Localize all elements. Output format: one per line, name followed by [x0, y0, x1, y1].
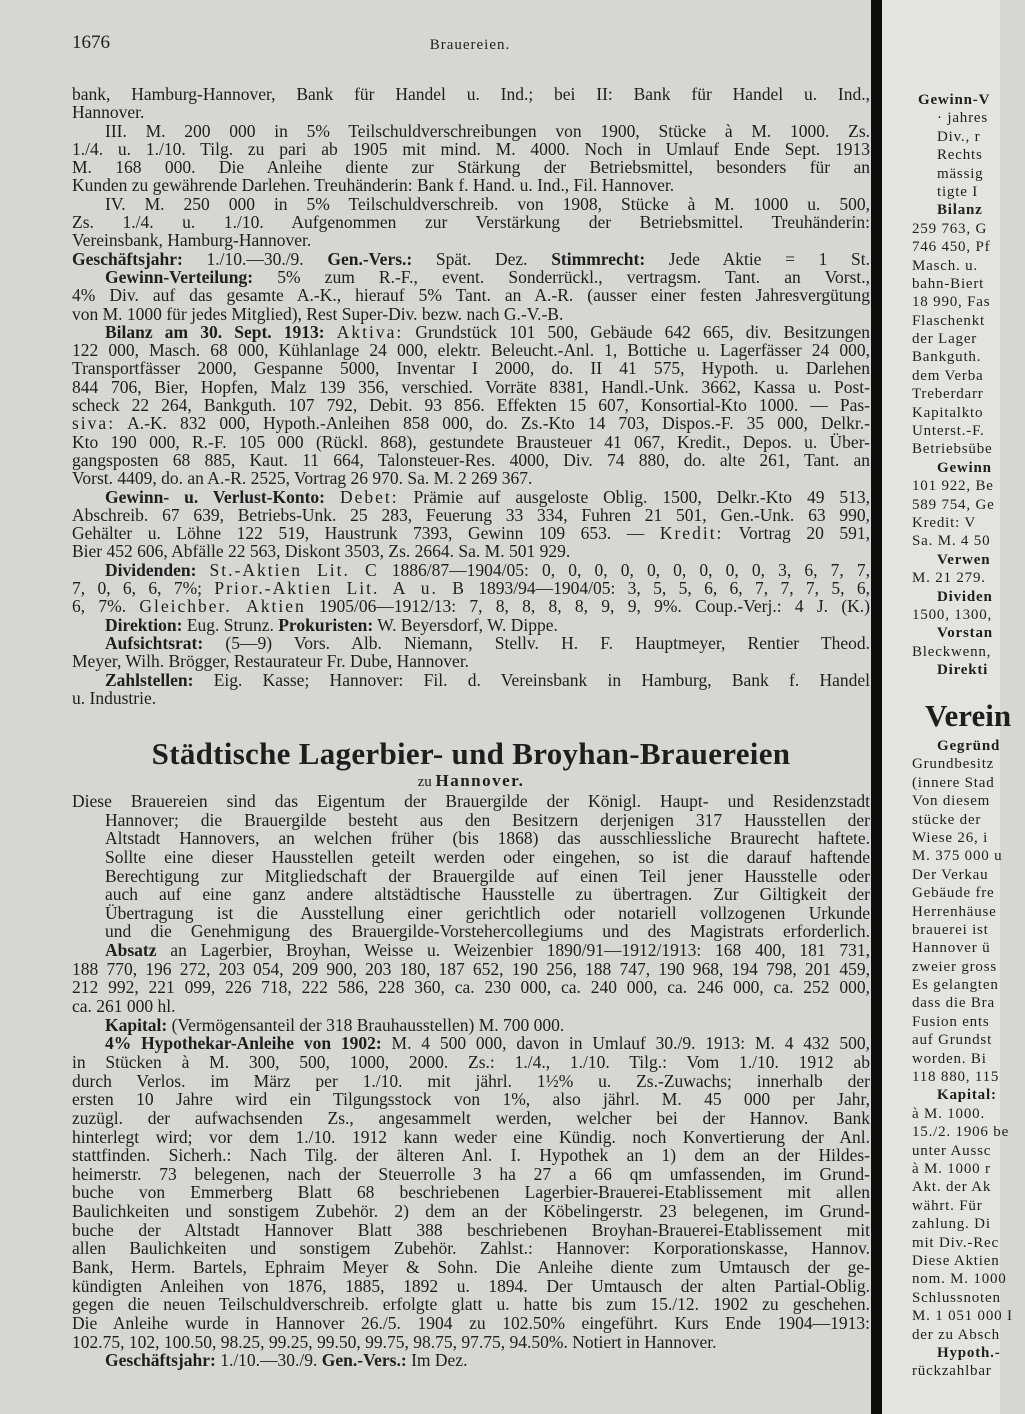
bold-label: Gewinn-V — [918, 92, 991, 108]
text-segment: Abschreib. 67 639, Betriebs-Unk. 25 283, Feuerung 33 334, Fuhren 21 501, Gen.-Unk. 63 990, — [72, 504, 870, 525]
paragraph — [72, 85, 870, 122]
text-segment: scheck 22 264, Bankguth. 107 792, Debit. 93 856. Effekten 15 607, Konsortial-Kto 1000. — Pas- — [72, 395, 870, 416]
section-company-entry — [72, 792, 870, 1370]
text-line: zweier gross — [912, 958, 997, 975]
paragraph — [72, 1034, 870, 1351]
text-segment: buche von Emmerberg Blatt 68 beschriebenen Lagerbier-Brauerei-Etablissement mit allen — [72, 1182, 870, 1203]
text-line — [72, 922, 870, 941]
text-segment: 6, 7%. — [72, 596, 140, 617]
text-line: bahn-Biert — [912, 275, 985, 292]
text-line — [72, 433, 870, 451]
spaced-term: Kredit: — [659, 523, 724, 544]
text-segment: 7, 0, 6, 6, 7%; — [72, 578, 215, 599]
text-line: mässig — [937, 165, 984, 182]
bold-label: Kapital: — [937, 1087, 997, 1104]
section-previous-company — [72, 85, 870, 707]
text-segment: 122 000, Masch. 68 000, Kühlanlage 24 000, elektr. Beleucht.-Anl. 1, Bottiche u. Lagerfässer 24 000, — [72, 340, 870, 361]
text-line — [72, 103, 870, 121]
right-column-top — [905, 91, 1025, 680]
text-segment: Grundstück 101 500, Gebäude 642 665, div. Besitzungen — [403, 321, 870, 342]
text-line — [72, 829, 870, 848]
text-line: dass die Bra — [912, 995, 995, 1012]
spaced-term: Debet: — [339, 486, 399, 507]
company-subtitle — [72, 771, 870, 791]
text-line: Rechts — [937, 147, 983, 164]
text-line — [72, 1053, 870, 1072]
text-segment: Kunden zu gewährende Darlehen. Treuhänderin: Bank f. Hand. u. Ind., Fil. Hannover. — [72, 175, 675, 196]
page-number: 1676 — [72, 32, 110, 53]
text-line — [72, 250, 870, 268]
paragraph — [72, 616, 870, 634]
text-segment: 1905/06—1912/13: 7, 8, 8, 8, 8, 9, 9, 9%. Coup.-Verj.: 4 J. (K.) — [305, 596, 870, 617]
text-segment: Vorst. 4409, do. an A.-R. 2525, Vortrag 26 970. Sa. M. 2 269 367. — [72, 468, 533, 489]
text-line: Treberdarr — [912, 386, 984, 403]
text-segment: III. M. 200 000 in 5% Teilschuldverschreibungen von 1900, Stücke à M. 1000. Zs. — [105, 120, 870, 141]
text-segment: Baulichkeiten und sonstigem Zubehör. 2) dem an der Köbelingerstr. 23 belegenen, im Grund- — [72, 1201, 870, 1222]
text-line — [72, 140, 870, 158]
bold-label: 4% Hypothekar-Anleihe von 1902: — [105, 1033, 382, 1054]
text-line: der Lager — [912, 331, 978, 348]
text-line — [72, 867, 870, 886]
text-line: M. 1 051 000 I — [912, 1308, 1013, 1325]
text-line: Div., r — [937, 128, 981, 145]
text-line — [72, 1090, 870, 1109]
bold-label: Gewinn-Verteilung: — [105, 266, 254, 287]
paragraph — [72, 250, 870, 268]
text-line — [72, 231, 870, 249]
text-line: 101 922, Be — [912, 478, 994, 495]
text-line: 589 754, Ge — [912, 496, 995, 513]
text-line: Es gelangten — [912, 977, 999, 994]
text-segment: M. 168 000. Die Anleihe diente zur Stärkung der Betriebsmittel, besonders für an — [72, 157, 870, 178]
text-line — [72, 579, 870, 597]
text-line — [72, 85, 870, 103]
text-segment: Meyer, Wilh. Brögger, Restaurateur Fr. Dube, Hannover. — [72, 651, 470, 672]
bold-label: Gewinn — [937, 459, 992, 476]
text-line — [72, 1351, 870, 1370]
text-line: Gebäude fre — [912, 885, 995, 902]
right-company-title: Verein — [925, 698, 1012, 733]
text-line: Hannover ü — [912, 940, 991, 957]
text-segment: Diese Brauereien sind das Eigentum der Brauergilde der Königl. Haupt- und Residenzstadt — [72, 791, 870, 811]
text-line — [72, 634, 870, 652]
spaced-term: Prior.-Aktien Lit. A u. B — [214, 578, 466, 599]
bold-label: Bilanz am 30. Sept. 1913: — [105, 321, 325, 342]
text-line — [72, 158, 870, 176]
bold-label: Prokuristen: — [278, 614, 374, 635]
text-line — [72, 195, 870, 213]
text-line: währt. Für — [912, 1197, 983, 1214]
text-segment: Gehälter u. Löhne 122 519, Haustrunk 7393, Gewinn 109 653. — — [72, 523, 660, 544]
text-line: zahlung. Di — [912, 1216, 991, 1233]
text-line: M. 21 279. — [912, 570, 986, 587]
text-segment: Hannover. — [72, 102, 145, 123]
text-segment: W. Beyersdorf, W. Dippe. — [373, 614, 558, 635]
text-line — [72, 997, 870, 1016]
text-line — [72, 542, 870, 560]
text-line: rückzahlbar — [912, 1363, 992, 1380]
company-title: Städtische Lagerbier- und Broyhan-Brauereien — [151, 736, 791, 771]
text-line — [72, 811, 870, 830]
text-segment: buche der Altstadt Hannover Blatt 388 beschriebenen Broyhan-Brauerei-Etablissement mit — [72, 1219, 870, 1240]
text-segment: IV. M. 250 000 in 5% Teilschuldverschreib. von 1908, Stücke à M. 1000 u. 500, — [105, 193, 870, 214]
text-line: tigte I — [937, 183, 979, 200]
paragraph — [72, 268, 870, 323]
text-line: Masch. u. — [912, 257, 978, 274]
bold-label: Gegründ — [937, 738, 1001, 754]
text-segment: (5—9) Vors. Alb. Niemann, Stellv. H. F. Hauptmeyer, Rentier Theod. — [203, 632, 870, 653]
text-line: à M. 1000 r — [912, 1160, 991, 1177]
bold-label: Geschäftsjahr: — [105, 1350, 216, 1371]
text-line — [72, 506, 870, 524]
text-line: M. 375 000 u — [912, 848, 1003, 865]
text-line — [72, 1314, 870, 1333]
text-segment: 844 706, Bier, Hopfen, Malz 139 356, verschied. Vorräte 8381, Handl.-Unk. 3662, Kassa u. Post- — [72, 376, 870, 397]
bold-label: Hypoth.- — [937, 1344, 1001, 1361]
bold-label: Direktion: — [105, 614, 183, 635]
text-segment: 188 770, 196 272, 203 054, 209 900, 203 180, 187 652, 190 256, 188 747, 190 968, 194 798, 201 459, — [72, 958, 870, 979]
text-segment: Die Anleihe wurde in Hannover 26./5. 1904 zu 102.50% eingeführt. Kurs Ende 1904—1913: — [72, 1312, 870, 1333]
text-line — [72, 885, 870, 904]
text-line: mit Div.-Rec — [912, 1234, 999, 1251]
text-line — [72, 213, 870, 231]
text-segment: durch Verlos. im März per 1./10. mit jährl. 1½% u. Zs.-Zuwachs; innerhalb der — [72, 1070, 870, 1091]
text-line — [72, 176, 870, 194]
text-line: Von diesem — [912, 793, 991, 810]
text-line: Bleckwenn, — [912, 643, 992, 660]
text-line — [72, 378, 870, 396]
text-line: nom. M. 1000 — [912, 1271, 1007, 1288]
text-segment: A.-K. 832 000, Hypoth.-Anleihen 858 000, do. Zs.-Kto 14 703, Dispos.-F. 35 000, Delkr.- — [115, 413, 870, 434]
text-segment: bank, Hamburg-Hannover, Bank für Handel u. Ind.; bei II: Bank für Handel u. Ind., — [72, 84, 870, 104]
text-segment: 1./4. u. 1./10. Tilg. zu pari ab 1905 mit mind. M. 4000. Noch in Umlauf Ende Sept. 1913 — [72, 138, 870, 159]
text-line — [72, 524, 870, 542]
text-segment: ersten 10 Jahre wird ein Tilgungsstock von 1%, also jährl. M. 45 000 per Jahr, — [72, 1089, 870, 1110]
text-line: Sa. M. 4 50 — [912, 533, 991, 550]
spaced-term: Aktiva: — [336, 321, 404, 342]
text-line — [72, 286, 870, 304]
text-segment: Eug. Strunz. — [182, 614, 279, 635]
text-segment: (Vermögensanteil der 318 Brauhausstellen) M. 700 000. — [167, 1014, 565, 1035]
text-line: 118 880, 115 — [912, 1069, 1000, 1086]
text-segment: ca. 261 000 hl. — [72, 996, 176, 1017]
text-segment: Jede Aktie = 1 St. — [645, 248, 870, 269]
text-segment: hinterlegt wird; vor dem 1./10. 1912 kann weder eine Kündig. noch Konvertierung der Anl. — [72, 1126, 870, 1147]
bold-label: Verwen — [937, 551, 991, 568]
text-segment: in Stücken à M. 300, 500, 1000, 2000. Zs.: 1./4., 1./10. Tilg.: Vom 1./10. 1912 ab — [72, 1051, 870, 1072]
text-line: Diese Aktien — [912, 1252, 1000, 1269]
text-segment: von M. 1000 für jedes Mitglied), Rest Super-Div. bezw. nach G.-V.-B. — [72, 303, 564, 324]
running-title: Brauereien. — [429, 37, 511, 53]
text-segment: M. 4 500 000, davon in Umlauf 30./9. 1913: M. 4 432 500, — [381, 1033, 870, 1054]
bold-label: Dividenden: — [105, 559, 197, 580]
bold-label: Zahlstellen: — [105, 669, 194, 690]
text-line — [72, 323, 870, 341]
text-segment: 1./10.—30./9. — [182, 248, 328, 269]
text-segment — [325, 487, 340, 507]
text-line: stücke der — [912, 811, 982, 828]
text-segment: Spät. Dez. — [412, 248, 552, 269]
text-line: Der Verkau — [912, 866, 989, 883]
text-line: (innere Stad — [912, 774, 995, 791]
text-segment: Bier 452 606, Abfälle 22 563, Diskont 3503, Zs. 2664. Sa. M. 501 929. — [72, 541, 571, 562]
text-segment: gangsposten 68 885, Kaut. 11 664, Talonsteuer-Res. 4000, Div. 74 880, do. alte 261, Tant. an — [72, 449, 870, 470]
paragraph — [72, 792, 870, 941]
text-line — [72, 488, 870, 506]
text-line: Grundbesitz — [912, 756, 995, 773]
subtitle-prefix: zu — [417, 774, 432, 790]
text-segment: Berechtigung zur Mitgliedschaft der Brauergilde auf einen Teil jener Hausstelle oder — [105, 865, 870, 886]
book-gutter-shadow — [871, 0, 882, 1414]
bold-label: Gen.-Vers.: — [327, 248, 413, 269]
spaced-term: Gleichber. Aktien — [139, 596, 306, 617]
text-segment: und die Genehmigung des Brauergilde-Vorstehercollegiums und des Magistrats erforderlich. — [105, 921, 870, 942]
text-line: worden. Bi — [912, 1050, 987, 1067]
text-line — [72, 616, 870, 634]
text-line: Herrenhäuse — [912, 903, 997, 920]
bold-label: Kapital: — [105, 1014, 168, 1035]
text-segment: Sollte eine dieser Hausstellen geteilt werden oder eingehen, so ist die darauf haftende — [105, 846, 870, 867]
text-line — [72, 904, 870, 923]
text-segment: kündigten Anleihen von 1876, 1885, 1892 u. 1894. Der Umtausch der alten Partial-Oblig. — [72, 1275, 870, 1296]
bold-label: Geschäftsjahr: — [72, 248, 183, 269]
text-line — [72, 1333, 870, 1352]
text-line — [72, 341, 870, 359]
text-line — [72, 1183, 870, 1202]
text-line — [72, 848, 870, 867]
text-line — [72, 1109, 870, 1128]
text-line: Fusion ents — [912, 1013, 990, 1030]
text-segment: allen Baulichkeiten und sonstigem Zubehör. Zahlst.: Hannover: Korporationskasse, Hannov. — [72, 1238, 870, 1259]
paragraph — [72, 323, 870, 488]
text-line: 18 990, Fas — [912, 294, 991, 311]
subtitle-city: Hannover. — [435, 771, 525, 790]
text-line — [72, 1128, 870, 1147]
text-segment: 4% Div. auf das gesamte A.-K., hierauf 5% Tant. an A.-R. (ausser einer festen Jahresvergütung — [72, 285, 870, 306]
text-line — [72, 396, 870, 414]
text-segment: Zs. 1./4. u. 1./10. Aufgenommen zur Verstärkung der Betriebsmittel. Treuhänderin: — [72, 212, 870, 233]
text-segment: 102.75, 102, 100.50, 98.25, 99.25, 99.50, 99.75, 98.75, 97.75, 94.50%. Notiert in Hannover. — [72, 1331, 717, 1352]
text-segment: auch auf eine ganz andere altstädtische Hausstelle zu übertragen. Zur Giltigkeit der — [105, 884, 870, 905]
bold-label: Gewinn- u. Verlust-Konto: — [105, 486, 325, 507]
paragraph — [72, 1016, 870, 1035]
text-line: à M. 1000. — [912, 1105, 985, 1122]
text-line: Akt. der Ak — [912, 1179, 992, 1196]
text-line — [72, 792, 870, 811]
text-line — [72, 1221, 870, 1240]
text-line: dem Verba — [912, 367, 984, 384]
text-line — [72, 305, 870, 323]
bold-label: Gen.-Vers.: — [321, 1350, 407, 1371]
text-line: 746 450, Pf — [912, 239, 991, 256]
text-line — [72, 1202, 870, 1221]
text-segment: heimerstr. 73 belegenen, nach der Steuerrolle 3 ha 27 a 66 qm umfassenden, im Grund- — [72, 1163, 870, 1184]
text-line: Wiese 26, i — [912, 829, 989, 846]
text-segment — [196, 560, 209, 580]
text-line: 1500, 1300, — [912, 606, 993, 623]
text-segment: gegen die neuen Teilschuldverschreib. erfolgte glatt u. hatte bis zum 15./12. 1902 zu geschehen. — [72, 1294, 870, 1315]
text-segment: 1./10.—30./9. — [215, 1350, 322, 1371]
text-line: Kredit: V — [912, 514, 976, 531]
bold-label: Direkti — [937, 662, 989, 679]
text-segment: zuzügl. der aufwachsenden Zs., angesammelt werden, welcher bei der Hannov. Bank — [72, 1107, 870, 1128]
paragraph — [72, 634, 870, 671]
spaced-term: siva: — [72, 413, 116, 434]
text-segment: Transportfässer 2000, Gespanne 5000, Inventar I 2000, do. II 41 575, Hypoth. u. Darlehen — [72, 358, 870, 379]
text-line — [72, 1239, 870, 1258]
text-line — [72, 1258, 870, 1277]
text-line: brauerei ist — [912, 921, 989, 938]
right-column-bottom — [905, 737, 1025, 1381]
text-line: der zu Absch — [912, 1326, 1000, 1343]
text-segment: Hannover; die Brauergilde besteht aus den Besitzern derjenigen 317 Hausstellen der — [105, 809, 870, 830]
text-line — [72, 1295, 870, 1314]
text-line — [72, 1146, 870, 1165]
text-line — [72, 960, 870, 979]
text-line: 259 763, G — [912, 220, 988, 237]
paragraph — [72, 122, 870, 195]
text-segment: 5% zum R.-F., event. Sonderrückl., vertragsm. Tant. an Vorst., — [253, 266, 870, 287]
text-segment: Vortrag 20 591, — [723, 523, 870, 544]
bold-label: Vorstan — [937, 625, 993, 642]
text-line — [72, 671, 870, 689]
text-line — [72, 652, 870, 670]
text-line: auf Grundst — [912, 1032, 993, 1049]
text-segment: stattfinden. Sicherh.: Nach Tilg. der älteren Anl. I. Hypothek an 1) dem an der Hildes- — [72, 1145, 870, 1166]
text-line — [72, 1277, 870, 1296]
bold-label: Stimmrecht: — [551, 248, 646, 269]
text-line: 15./2. 1906 be — [912, 1124, 1010, 1141]
text-line — [72, 561, 870, 579]
text-line — [72, 268, 870, 286]
paragraph — [72, 671, 870, 708]
text-line — [72, 1165, 870, 1184]
text-line: Kapitalkto — [912, 404, 984, 421]
text-segment: Kto 190 000, R.-F. 105 000 (Rückl. 868), gestundete Brausteuer 41 067, Kredit., Depos. u. Über- — [72, 431, 870, 452]
text-segment: 212 992, 221 099, 226 718, 222 586, 228 360, ca. 230 000, ca. 240 000, ca. 246 000, ca. 252 000, — [72, 977, 870, 998]
paragraph — [72, 561, 870, 616]
bold-label: Aufsichtsrat: — [105, 632, 204, 653]
bold-label: Dividen — [937, 588, 993, 605]
text-segment: Vereinsbank, Hamburg-Hannover. — [72, 230, 312, 251]
text-line: Bankguth. — [912, 349, 982, 366]
bold-label: Absatz — [105, 940, 157, 961]
paragraph — [72, 195, 870, 250]
text-line — [72, 1072, 870, 1091]
text-line — [72, 469, 870, 487]
text-line: Betriebsübe — [912, 441, 993, 458]
spaced-term: St.-Aktien Lit. C — [209, 559, 379, 580]
text-segment: 1886/87—1904/05: 0, 0, 0, 0, 0, 0, 0, 0, 0, 3, 6, 7, 7, — [378, 559, 871, 580]
text-segment: Eig. Kasse; Hannover: Fil. d. Vereinsbank in Hamburg, Bank f. Handel — [193, 669, 870, 690]
paragraph — [72, 488, 870, 561]
text-line — [72, 414, 870, 432]
text-line — [72, 689, 870, 707]
text-segment: an Lagerbier, Broyhan, Weisse u. Weizenbier 1890/91—1912/1913: 168 400, 181 731, — [156, 940, 870, 961]
text-segment: Übertragung ist die Ausstellung einer gerichtlich oder notariell vollzogenen Urkunde — [105, 902, 870, 923]
text-line — [72, 451, 870, 469]
text-line — [72, 941, 870, 960]
text-line: unter Aussc — [912, 1142, 992, 1159]
text-segment: Im Dez. — [406, 1350, 468, 1371]
text-segment: 1893/94—1904/05: 3, 5, 5, 6, 6, 7, 7, 7, 5, 6, — [465, 578, 870, 599]
bold-label: Bilanz — [937, 202, 983, 219]
text-line — [72, 122, 870, 140]
paragraph — [72, 1351, 870, 1370]
text-segment — [325, 322, 337, 342]
text-segment: Bank, Herm. Bartels, Ephraim Meyer & Sohn. Die Anleihe diente zum Umtausch der ge- — [72, 1257, 870, 1278]
text-line: Flaschenkt — [912, 312, 985, 329]
text-line: Schlussnoten — [912, 1289, 1001, 1306]
text-line — [72, 1034, 870, 1053]
text-segment: Altstadt Hannovers, an welchen früher (bis 1868) das ausschliessliche Braurecht haftete. — [105, 828, 870, 849]
text-line — [72, 978, 870, 997]
text-line — [72, 359, 870, 377]
text-line: · jahres — [937, 110, 988, 127]
text-segment: Prämie auf ausgeloste Oblig. 1500, Delkr.-Kto 49 513, — [398, 486, 871, 507]
paragraph — [72, 941, 870, 1016]
text-segment: u. Industrie. — [72, 687, 157, 708]
text-line — [72, 597, 870, 615]
text-line: Unterst.-F. — [912, 423, 985, 440]
text-line — [72, 1016, 870, 1035]
